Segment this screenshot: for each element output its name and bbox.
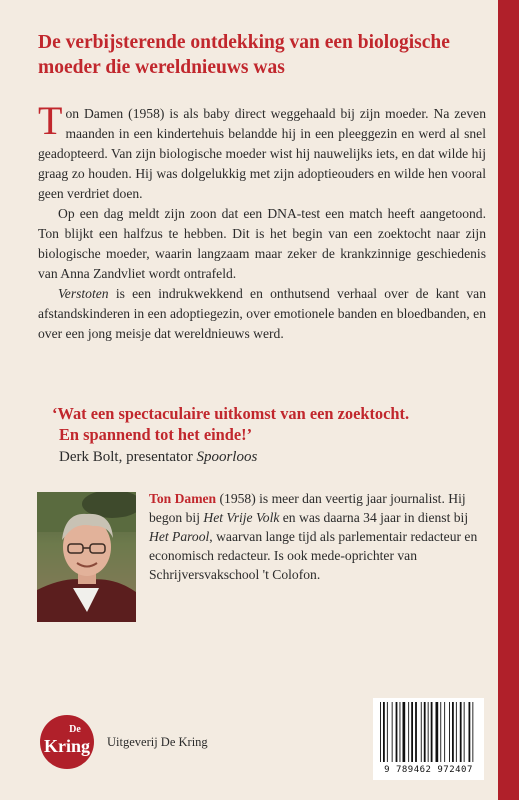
quote-line-1: ‘Wat een spectaculaire uitkomst van een zoektocht.: [52, 404, 410, 423]
barcode-bar: [392, 702, 393, 762]
quote-author: Derk Bolt, presentator: [59, 449, 197, 465]
barcode-bar: [411, 702, 413, 762]
author-bio: [149, 489, 485, 584]
barcode-bar: [428, 702, 429, 762]
blurb: [38, 98, 486, 344]
blurb-paragraph-1: [38, 98, 486, 204]
barcode-bar: [460, 702, 462, 762]
barcode-bar: [380, 702, 381, 762]
isbn-number: 9 789462 972407: [384, 765, 473, 775]
barcode-bar: [449, 702, 450, 762]
publisher-name: Uitgeverij De Kring: [107, 735, 208, 749]
bio-text-3: , waarvan lange tijd als parlementair redacteur en economisch redacteur. Is ook mede-oprichter van Schrijversvakschool 't Colofon.: [149, 529, 478, 582]
barcode-bar: [456, 702, 457, 762]
publisher-logo-mark: [37, 712, 97, 772]
logo-text-main: Kring: [43, 736, 91, 756]
blurb-paragraph-2: Op een dag meldt zijn zoon dat een DNA-test een match heeft aangetoond. Ton blijkt een halfzus te hebben. Dit is het begin van een zoektocht naar zijn biologische moeder, waarin langzaam maar zeker de krankzinnige geschiedenis van Anna Zandvliet wordt ontrafeld.: [38, 206, 486, 281]
publisher-logo: [37, 712, 97, 772]
drop-cap: T: [38, 98, 63, 143]
barcode-bar: [408, 702, 409, 762]
barcode-bar: [403, 702, 406, 762]
quote-show-title: Spoorloos: [196, 449, 258, 465]
barcode-bar: [424, 702, 426, 762]
barcode-bar: [383, 702, 385, 762]
barcode-bar: [444, 702, 445, 762]
barcode-bar: [415, 702, 417, 762]
barcode-bar: [440, 702, 441, 762]
logo-text-top: De: [69, 724, 81, 735]
barcode-bar: [396, 702, 398, 762]
quote-line-2: En spannend tot het einde!’: [59, 425, 253, 444]
author-portrait-image: [37, 492, 136, 622]
barcode-bar: [436, 702, 439, 762]
barcode-bar: [472, 702, 473, 762]
bio-text-1: (1958) is meer dan veertig jaar journalist. Hij begon bij: [149, 491, 466, 525]
barcode-bar: [421, 702, 422, 762]
newspaper-1: Het Vrije Volk: [203, 510, 280, 525]
bio-text-2: en was daarna 34 jaar in dienst bij: [279, 510, 469, 525]
barcode-bar: [469, 702, 471, 762]
barcode-bar: [464, 702, 465, 762]
barcode-bars: [378, 702, 479, 764]
book-title-mention: Verstoten: [58, 286, 109, 301]
barcode-bar: [452, 702, 454, 762]
barcode-bar: [400, 702, 401, 762]
blurb-p3-text: is een indrukwekkend en onthutsend verhaal over de kant van afstandskinderen in een adoptiegezin, over emotionele banden en bloedbanden, en over een jong meisje dat wereldnieuws werd.: [38, 286, 486, 341]
review-quote: [52, 403, 482, 445]
author-photo: [37, 492, 136, 622]
barcode-bar: [387, 702, 388, 762]
spine-strip: [498, 0, 519, 800]
blurb-paragraph-3: [38, 284, 486, 344]
author-name: Ton Damen: [149, 491, 217, 506]
blurb-p1-text: on Damen (1958) is als baby direct weggehaald bij zijn moeder. Na zeven maanden in een kindertehuis belandde hij in een pleeggezin en werd al snel geadopteerd. Van zijn biologische moeder wist hij nauwelijks iets, en dat wilde hij graag zo houden. Hij was dolgelukkig met zijn adoptieouders en wilde hen vooral geen verdriet doen.: [38, 106, 486, 201]
barcode-bar: [431, 702, 433, 762]
newspaper-2: Het Parool: [149, 529, 210, 544]
barcode: [373, 698, 484, 780]
quote-attribution: [59, 448, 257, 467]
headline: De verbijsterende ontdekking van een biologische moeder die wereldnieuws was: [38, 32, 450, 78]
